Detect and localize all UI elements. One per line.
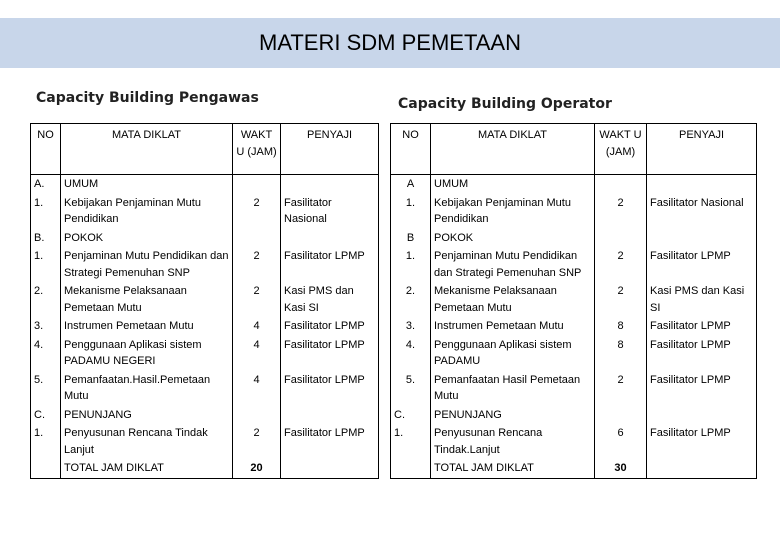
row-mata-diklat: Instrumen Pemetaan Mutu	[431, 317, 595, 336]
table-header-row	[391, 124, 757, 175]
row-mata-diklat: PENUNJANG	[431, 406, 595, 425]
header-waktu: WAKT U (JAM)	[233, 124, 281, 175]
row-jam: 4	[233, 317, 281, 336]
row-penyaji: Fasilitator LPMP	[281, 424, 379, 459]
row-mata-diklat: PENUNJANG	[61, 406, 233, 425]
table-row	[31, 371, 379, 406]
row-jam: 2	[595, 194, 647, 229]
left-table	[30, 123, 379, 479]
header-penyaji: PENYAJI	[647, 124, 757, 175]
table-row	[391, 194, 757, 229]
table-row	[31, 175, 379, 194]
row-no: 1.	[391, 194, 431, 229]
row-penyaji: Fasilitator Nasional	[647, 194, 757, 229]
row-jam: 2	[233, 424, 281, 459]
row-no: 2.	[391, 282, 431, 317]
row-no: 1.	[31, 194, 61, 229]
row-no: C.	[391, 406, 431, 425]
row-penyaji: Kasi PMS dan Kasi SI	[281, 282, 379, 317]
row-penyaji: Fasilitator LPMP	[647, 371, 757, 406]
row-no: 4.	[31, 336, 61, 371]
table-row	[391, 336, 757, 371]
row-penyaji: Fasilitator LPMP	[281, 317, 379, 336]
table-row	[31, 247, 379, 282]
row-jam: 2	[233, 247, 281, 282]
right-subtitle: Capacity Building Operator	[398, 96, 612, 112]
row-mata-diklat: Penjaminan Mutu Pendidikan dan Strategi Pemenuhan SNP	[431, 247, 595, 282]
row-no: 4.	[391, 336, 431, 371]
row-no: A.	[31, 175, 61, 194]
row-no: 3.	[391, 317, 431, 336]
row-jam	[595, 175, 647, 194]
total-label: TOTAL JAM DIKLAT	[61, 459, 233, 478]
row-mata-diklat: Instrumen Pemetaan Mutu	[61, 317, 233, 336]
row-mata-diklat: Penjaminan Mutu Pendidikan dan Strategi Pemenuhan SNP	[61, 247, 233, 282]
table-row	[31, 406, 379, 425]
header-mata-diklat: MATA DIKLAT	[61, 124, 233, 175]
row-jam	[233, 229, 281, 248]
row-no: C.	[31, 406, 61, 425]
row-jam: 8	[595, 317, 647, 336]
row-mata-diklat: UMUM	[61, 175, 233, 194]
row-mata-diklat: Pemanfaatan Hasil Pemetaan Mutu	[431, 371, 595, 406]
row-jam: 2	[595, 371, 647, 406]
row-penyaji: Fasilitator LPMP	[647, 424, 757, 459]
row-mata-diklat: Kebijakan Penjaminan Mutu Pendidikan	[61, 194, 233, 229]
table-row	[391, 175, 757, 194]
header-penyaji: PENYAJI	[281, 124, 379, 175]
table-header-row	[31, 124, 379, 175]
table-row	[391, 406, 757, 425]
row-jam: 2	[233, 282, 281, 317]
table-row	[391, 282, 757, 317]
row-penyaji	[281, 406, 379, 425]
row-penyaji: Fasilitator Nasional	[281, 194, 379, 229]
row-penyaji	[647, 406, 757, 425]
row-jam: 2	[595, 282, 647, 317]
row-jam: 4	[233, 336, 281, 371]
row-jam: 4	[233, 371, 281, 406]
row-mata-diklat: Penyusunan Rencana Tindak Lanjut	[61, 424, 233, 459]
total-row	[391, 459, 757, 478]
header-waktu: WAKT U (JAM)	[595, 124, 647, 175]
table-row	[391, 317, 757, 336]
table-row	[31, 229, 379, 248]
table-row	[391, 424, 757, 459]
row-penyaji	[647, 175, 757, 194]
row-penyaji	[281, 229, 379, 248]
total-row	[31, 459, 379, 478]
row-penyaji: Fasilitator LPMP	[281, 371, 379, 406]
header-no: NO	[31, 124, 61, 175]
table-row	[31, 317, 379, 336]
table-row	[31, 194, 379, 229]
row-no: 2.	[31, 282, 61, 317]
row-mata-diklat: Penggunaan Aplikasi sistem PADAMU	[431, 336, 595, 371]
row-mata-diklat: Mekanisme Pelaksanaan Pemetaan Mutu	[61, 282, 233, 317]
row-mata-diklat: Pemanfaatan.Hasil.Pemetaan Mutu	[61, 371, 233, 406]
row-mata-diklat: Penggunaan Aplikasi sistem PADAMU NEGERI	[61, 336, 233, 371]
total-label: TOTAL JAM DIKLAT	[431, 459, 595, 478]
row-penyaji: Fasilitator LPMP	[647, 247, 757, 282]
row-mata-diklat: Penyusunan Rencana Tindak.Lanjut	[431, 424, 595, 459]
row-mata-diklat: Mekanisme Pelaksanaan Pemetaan Mutu	[431, 282, 595, 317]
row-penyaji	[647, 229, 757, 248]
table-row	[31, 424, 379, 459]
table-row	[391, 247, 757, 282]
row-no: B.	[31, 229, 61, 248]
row-no: 1.	[391, 424, 431, 459]
left-subtitle: Capacity Building Pengawas	[36, 90, 259, 106]
row-penyaji: Fasilitator LPMP	[647, 317, 757, 336]
row-mata-diklat: Kebijakan Penjaminan Mutu Pendidikan	[431, 194, 595, 229]
right-table	[390, 123, 757, 479]
row-no: B	[391, 229, 431, 248]
row-no: 5.	[391, 371, 431, 406]
header-mata-diklat: MATA DIKLAT	[431, 124, 595, 175]
row-jam: 6	[595, 424, 647, 459]
total-value: 30	[595, 459, 647, 478]
row-no: 5.	[31, 371, 61, 406]
row-no: 3.	[31, 317, 61, 336]
row-penyaji: Fasilitator LPMP	[281, 247, 379, 282]
row-jam	[595, 406, 647, 425]
row-penyaji: Kasi PMS dan Kasi SI	[647, 282, 757, 317]
row-mata-diklat: POKOK	[431, 229, 595, 248]
row-jam: 8	[595, 336, 647, 371]
table-row	[31, 336, 379, 371]
row-no: 1.	[31, 424, 61, 459]
table-row	[31, 282, 379, 317]
row-jam: 2	[595, 247, 647, 282]
total-value: 20	[233, 459, 281, 478]
row-no: 1.	[31, 247, 61, 282]
row-no: A	[391, 175, 431, 194]
table-row	[391, 229, 757, 248]
header-no: NO	[391, 124, 431, 175]
page-title: MATERI SDM PEMETAAN	[259, 30, 521, 55]
row-penyaji	[281, 175, 379, 194]
row-jam	[233, 175, 281, 194]
row-jam	[595, 229, 647, 248]
row-mata-diklat: UMUM	[431, 175, 595, 194]
row-no: 1.	[391, 247, 431, 282]
row-jam: 2	[233, 194, 281, 229]
row-penyaji: Fasilitator LPMP	[647, 336, 757, 371]
row-mata-diklat: POKOK	[61, 229, 233, 248]
row-penyaji: Fasilitator LPMP	[281, 336, 379, 371]
row-jam	[233, 406, 281, 425]
table-row	[391, 371, 757, 406]
